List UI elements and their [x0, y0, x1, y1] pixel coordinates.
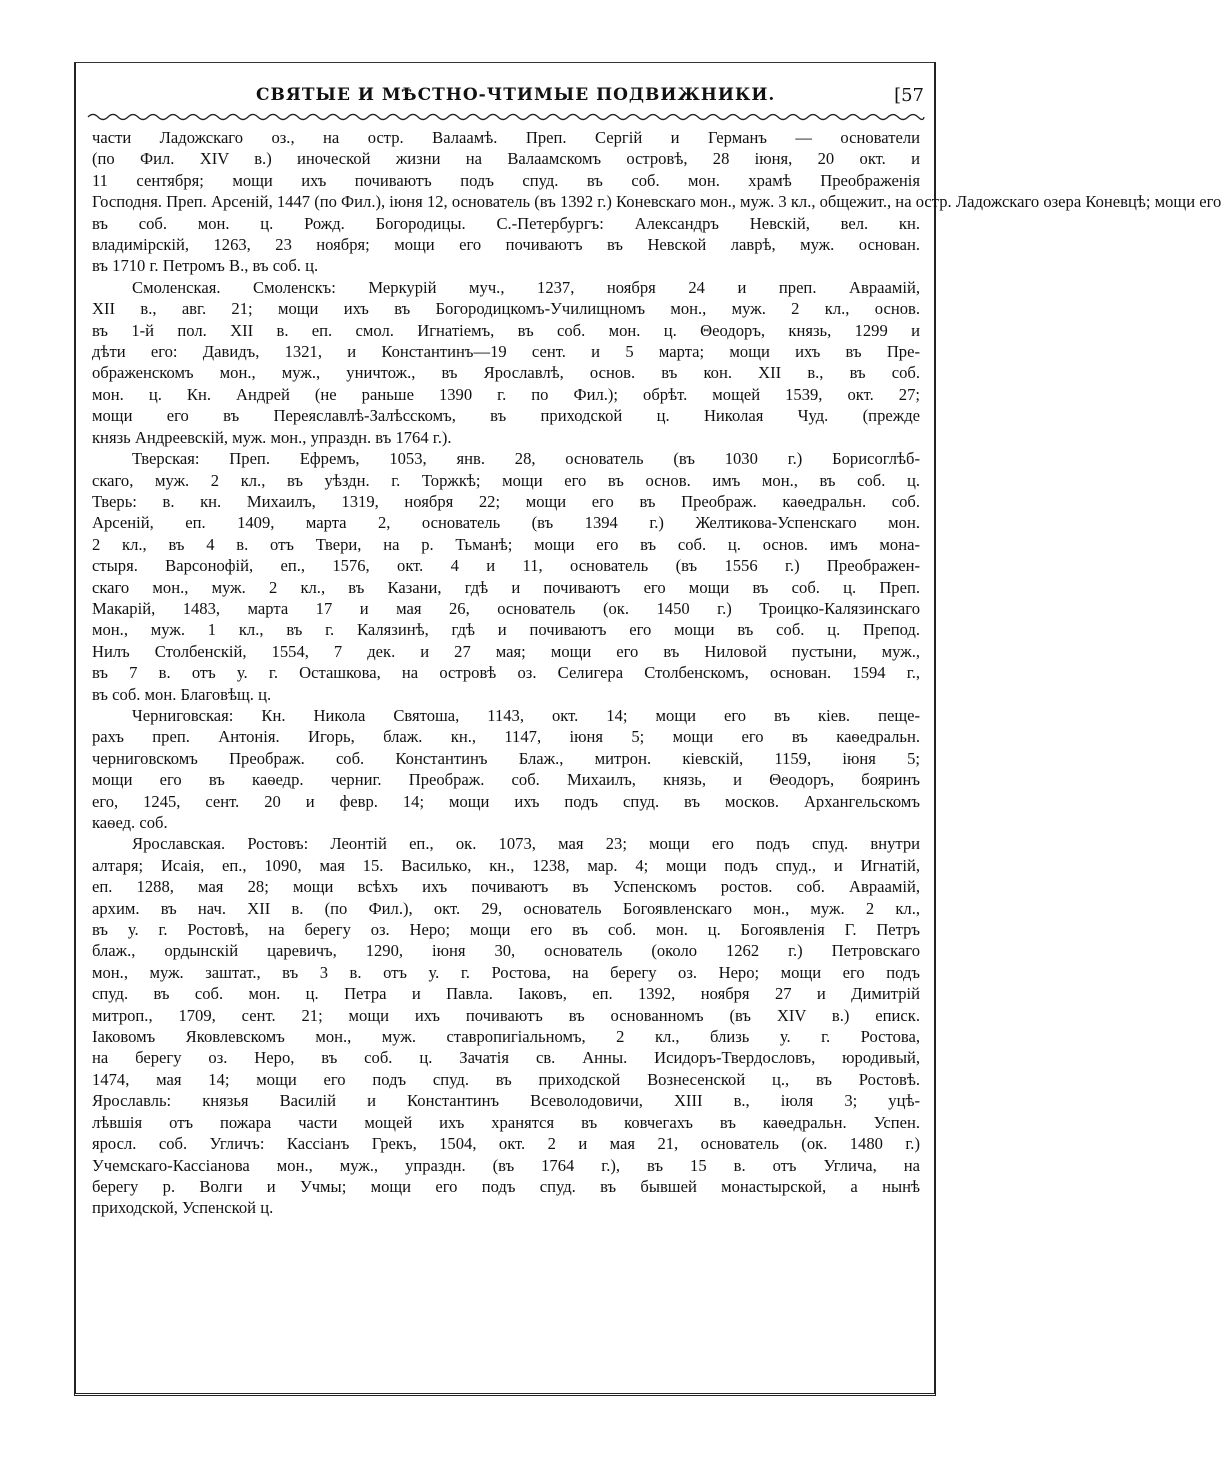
- text-line: его, 1245, сент. 20 и февр. 14; мощи ихъ подъ спуд. въ москов. Архангельскомъ: [92, 791, 920, 811]
- text-line: берегу р. Волги и Учмы; мощи его подъ спуд. въ бывшей монастырской, а нынѣ: [92, 1176, 920, 1196]
- text-line: (по Фил. XIV в.) иноческой жизни на Валаамскомъ островѣ, 28 іюня, 20 окт. и: [92, 149, 920, 169]
- text-line: въ соб. мон. ц. Рожд. Богородицы. С.-Петербургъ: Александръ Невскій, вел. кн.: [92, 213, 920, 233]
- text-line: 2 кл., въ 4 в. отъ Твери, на р. Тьманѣ; мощи его въ соб. ц. основ. имъ мона-: [92, 534, 920, 554]
- text-line: Нилъ Столбенскій, 1554, 7 дек. и 27 мая; мощи его въ Ниловой пустыни, муж.,: [92, 641, 920, 661]
- text-line: мощи его въ каѳедр. черниг. Преображ. соб. Михаилъ, князь, и Θеодоръ, бояринъ: [92, 770, 920, 790]
- text-line: дѣти его: Давидъ, 1321, и Константинъ—19 сент. и 5 марта; мощи ихъ въ Пре-: [92, 342, 920, 362]
- body-text: [92, 127, 1221, 1219]
- text-line: мон. ц. Кн. Андрей (не раньше 1390 г. по Фил.); обрѣт. мощей 1539, окт. 27;: [92, 384, 920, 404]
- text-line: Господня. Преп. Арсеній, 1447 (по Фил.), іюня 12, основатель (въ 1392 г.) Коневскаго мон., муж. 3 кл., общежит., на остр. Ладожскаго озера Коневцѣ; мощи его: [92, 192, 1221, 212]
- text-line: XII в., авг. 21; мощи ихъ въ Богородицкомъ-Училищномъ мон., муж. 2 кл., основ.: [92, 299, 920, 319]
- wavy-rule-divider: [88, 111, 924, 123]
- text-line: Смоленская. Смоленскъ: Меркурій муч., 1237, ноября 24 и преп. Авраамій,: [132, 277, 920, 297]
- text-line: Тверская: Преп. Ефремъ, 1053, янв. 28, основатель (въ 1030 г.) Борисоглѣб-: [132, 449, 920, 469]
- paragraph-yaroslavl: [92, 833, 920, 1218]
- text-line: Черниговская: Кн. Никола Святоша, 1143, окт. 14; мощи его въ кіев. пеще-: [132, 705, 920, 725]
- text-line: въ 1710 г. Петромъ В., въ соб. ц.: [92, 256, 319, 276]
- text-line: въ у. г. Ростовѣ, на берегу оз. Неро; мощи его въ соб. мон. ц. Богоявленія Г. Петръ: [92, 920, 920, 940]
- text-line: князь Андреевскій, муж. мон., упраздн. въ 1764 г.).: [92, 427, 452, 447]
- text-line: каѳед. соб.: [92, 813, 168, 832]
- page-number: [57: [894, 85, 924, 106]
- text-line: Арсеній, еп. 1409, марта 2, основатель (въ 1394 г.) Желтикова-Успенскаго мон.: [92, 513, 920, 533]
- paragraph-chernigov: [92, 705, 920, 833]
- text-line: Іаковомъ Яковлевскомъ мон., муж. ставропигіальномъ, 2 кл., близь у. г. Ростова,: [92, 1027, 920, 1047]
- text-line: спуд. въ соб. мон. ц. Петра и Павла. Іаковъ, еп. 1392, ноября 27 и Димитрій: [92, 984, 920, 1004]
- text-line: мон., муж. 1 кл., въ г. Калязинѣ, гдѣ и почиваютъ его мощи въ соб. ц. Препод.: [92, 620, 920, 640]
- text-line: черниговскомъ Преображ. соб. Константинъ Блаж., митрон. кіевскій, 1159, іюня 5;: [92, 748, 920, 768]
- text-line: Тверь: в. кн. Михаилъ, 1319, ноября 22; мощи его въ Преображ. каѳедральн. соб.: [92, 491, 920, 511]
- text-line: рахъ преп. Антонія. Игорь, блаж. кн., 1147, іюня 5; мощи его въ каѳедральн.: [92, 727, 920, 747]
- text-line: ображенскомъ мон., муж., уничтож., въ Ярославлѣ, основ. въ кон. XII в., въ соб.: [92, 363, 920, 383]
- text-line: на берегу оз. Неро, въ соб. ц. Зачатія св. Анны. Исидоръ-Твердословъ, юродивый,: [92, 1048, 920, 1068]
- page-title: СВЯТЫЕ И МѢСТНО-ЧТИМЫЕ ПОДВИЖНИКИ.: [256, 85, 776, 105]
- text-line: яросл. соб. Угличъ: Кассіанъ Грекъ, 1504, окт. 2 и мая 21, основатель (ок. 1480 г.): [92, 1134, 920, 1154]
- text-line: въ соб. мон. Благовѣщ. ц.: [92, 684, 272, 704]
- text-line: Ярославская. Ростовъ: Леонтій еп., ок. 1073, мая 23; мощи его подъ спуд. внутри: [132, 834, 920, 854]
- text-line: лѣвшія отъ пожара части мощей ихъ хранятся въ ковчегахъ въ каѳедральн. Успен.: [92, 1112, 920, 1132]
- paragraph-smolensk: [92, 277, 920, 448]
- text-line: Макарій, 1483, марта 17 и мая 26, основатель (ок. 1450 г.) Троицко-Калязинскаго: [92, 598, 920, 618]
- text-line: приходской, Успенской ц.: [92, 1198, 274, 1218]
- paragraph-ladoga: [92, 127, 1221, 277]
- text-line: митроп., 1709, сент. 21; мощи ихъ почиваютъ въ основанномъ (въ XIV в.) еписк.: [92, 1005, 920, 1025]
- text-line: Учемскаго-Кассіанова мон., муж., упраздн. (въ 1764 г.), въ 15 в. отъ Углича, на: [92, 1155, 920, 1175]
- text-line: скаго мон., муж. 2 кл., въ Казани, гдѣ и почиваютъ его мощи въ соб. ц. Преп.: [92, 577, 920, 597]
- text-line: блаж., ордынскій царевичъ, 1290, іюня 30, основатель (около 1262 г.) Петровскаго: [92, 941, 920, 961]
- text-line: въ 1-й пол. XII в. еп. смол. Игнатіемъ, въ соб. мон. ц. Θеодоръ, князь, 1299 и: [92, 320, 920, 340]
- text-line: въ 7 в. отъ у. г. Осташкова, на островѣ оз. Селигера Столбенскомъ, основан. 1594 г.,: [92, 663, 920, 683]
- text-line: мощи его въ Переяславлѣ-Залѣсскомъ, въ приходской ц. Николая Чуд. (прежде: [92, 406, 920, 426]
- text-line: стыря. Варсонофій, еп., 1576, окт. 4 и 11, основатель (въ 1556 г.) Преображен-: [92, 556, 920, 576]
- text-line: архим. въ нач. XII в. (по Фил.), окт. 29, основатель Богоявленскаго мон., муж. 2 кл.,: [92, 898, 920, 918]
- text-line: скаго, муж. 2 кл., въ уѣздн. г. Торжкѣ; мощи его въ основ. имъ мон., въ соб. ц.: [92, 470, 920, 490]
- paragraph-tver: [92, 448, 920, 705]
- text-line: еп. 1288, мая 28; мощи всѣхъ ихъ почиваютъ въ Успенскомъ ростов. соб. Авраамій,: [92, 877, 920, 897]
- text-line: 11 сентября; мощи ихъ почиваютъ подъ спуд. въ соб. мон. храмѣ Преображенія: [92, 170, 920, 190]
- text-line: владимірскій, 1263, 23 ноября; мощи его почиваютъ въ Невской лаврѣ, муж. основан.: [92, 235, 920, 255]
- text-line: Ярославль: князья Василій и Константинъ Всеволодовичи, XIII в., іюля 3; уцѣ-: [92, 1091, 920, 1111]
- text-line: 1474, мая 14; мощи его подъ спуд. въ приходской Вознесенской ц., въ Ростовѣ.: [92, 1069, 920, 1089]
- text-line: мон., муж. заштат., въ 3 в. отъ у. г. Ростова, на берегу оз. Неро; мощи его подъ: [92, 962, 920, 982]
- text-line: части Ладожскаго оз., на остр. Валаамѣ. Преп. Сергій и Германъ — основатели: [92, 128, 920, 147]
- page-frame: [74, 62, 1221, 1396]
- text-line: алтаря; Исаія, еп., 1090, мая 15. Василько, кн., 1238, мар. 4; мощи подъ спуд., и Игнатій,: [92, 855, 920, 875]
